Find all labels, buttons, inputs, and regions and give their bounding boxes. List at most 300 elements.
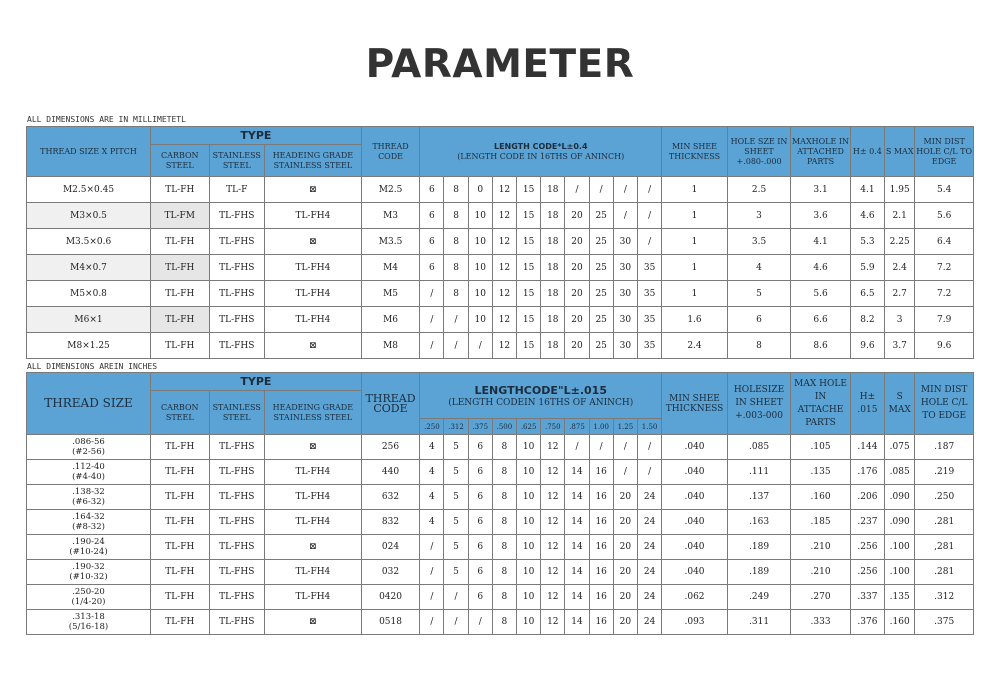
carbon-steel-cell: TL-FM xyxy=(151,203,209,229)
length-code-cell: / xyxy=(637,203,661,229)
thread-size-number: (#10-32) xyxy=(69,572,108,582)
thread-size-cell: M5×0.8 xyxy=(27,281,151,307)
min-sheet-cell: 1 xyxy=(662,281,728,307)
min-dist-cell: .312 xyxy=(915,585,974,610)
hole-size-cell: .137 xyxy=(727,485,791,510)
table-row xyxy=(27,585,974,610)
h-cell: .144 xyxy=(850,435,884,460)
length-code-cell: 12 xyxy=(541,535,565,560)
length-code-cell: / xyxy=(420,333,444,359)
s-max-cell: .100 xyxy=(885,535,915,560)
length-code-cell: 8 xyxy=(492,510,516,535)
s-max-cell: .090 xyxy=(885,485,915,510)
thread-size-decimal: .086-56 xyxy=(72,437,105,447)
h-cell: 4.1 xyxy=(850,177,884,203)
table-row xyxy=(27,560,974,585)
length-code-cell: 20 xyxy=(613,585,637,610)
thread-size-number: (#10-24) xyxy=(69,547,108,557)
hole-size-cell: 8 xyxy=(727,333,791,359)
heading-grade-cell: ⊠ xyxy=(264,177,361,203)
length-code-cell: 12 xyxy=(541,485,565,510)
length-code-cell: 18 xyxy=(541,307,565,333)
length-code-cell: / xyxy=(613,203,637,229)
length-code-cell: 5 xyxy=(444,435,468,460)
length-code-cell: / xyxy=(420,585,444,610)
hole-size-cell: .189 xyxy=(727,560,791,585)
s-max-cell: 3.7 xyxy=(885,333,915,359)
max-hole-cell: .333 xyxy=(791,610,850,635)
table-row xyxy=(27,229,974,255)
length-code-cell: / xyxy=(637,460,661,485)
length-code-cell: / xyxy=(637,435,661,460)
hole-size-cell: .111 xyxy=(727,460,791,485)
inch-units-note: ALL DIMENSIONS AREIN INCHES xyxy=(27,362,158,371)
length-code-cell: 25 xyxy=(589,229,613,255)
length-code-cell: 8 xyxy=(444,177,468,203)
h-cell: .206 xyxy=(850,485,884,510)
length-code-cell: 15 xyxy=(517,177,541,203)
stainless-steel-cell: TL-FHS xyxy=(209,585,264,610)
length-size-header: .312 xyxy=(444,419,468,435)
stainless-steel-cell: TL-FHS xyxy=(209,307,264,333)
length-code-cell: 12 xyxy=(492,229,516,255)
max-hole-cell: 4.6 xyxy=(791,255,850,281)
length-code-cell: 14 xyxy=(565,460,589,485)
hole-size-cell: .189 xyxy=(727,535,791,560)
col-hole-size: HOLE SZE IN SHEET +.080-.000 xyxy=(727,127,791,177)
length-code-cell: 16 xyxy=(589,560,613,585)
heading-grade-cell: TL-FH4 xyxy=(264,281,361,307)
carbon-steel-cell: TL-FH xyxy=(151,333,209,359)
col-min-dist: MIN DIST HOLE C/L TO EDGE xyxy=(915,127,974,177)
thread-size-cell xyxy=(27,535,151,560)
min-dist-cell: .250 xyxy=(915,485,974,510)
length-code-cell: 15 xyxy=(517,281,541,307)
length-code-cell: 12 xyxy=(541,460,565,485)
length-code-cell: 6 xyxy=(468,560,492,585)
length-size-header: .625 xyxy=(517,419,541,435)
min-sheet-cell: .040 xyxy=(662,435,728,460)
length-code-cell: 10 xyxy=(517,585,541,610)
h-cell: .237 xyxy=(850,510,884,535)
thread-code-cell: M8 xyxy=(361,333,419,359)
min-sheet-cell: 1 xyxy=(662,203,728,229)
length-code-cell: 30 xyxy=(613,307,637,333)
table-row xyxy=(27,510,974,535)
length-code-cell: 16 xyxy=(589,485,613,510)
thread-size-number: (5/16-18) xyxy=(68,622,109,632)
min-sheet-cell: .040 xyxy=(662,560,728,585)
length-code-cell: 6 xyxy=(420,203,444,229)
length-code-cell: 16 xyxy=(589,460,613,485)
length-code-cell: / xyxy=(637,177,661,203)
length-code-cell: 12 xyxy=(492,281,516,307)
thread-size-cell: M3.5×0.6 xyxy=(27,229,151,255)
length-code-cell: 30 xyxy=(613,333,637,359)
thread-size-cell: M2.5×0.45 xyxy=(27,177,151,203)
heading-grade-cell: TL-FH4 xyxy=(264,510,361,535)
length-size-header: .750 xyxy=(541,419,565,435)
length-code-cell: 12 xyxy=(492,333,516,359)
length-code-cell: 6 xyxy=(468,485,492,510)
metric-units-note: ALL DIMENSIONS ARE IN MILLIMETETL xyxy=(27,115,186,124)
thread-code-cell: M2.5 xyxy=(361,177,419,203)
length-code-cell: 20 xyxy=(565,229,589,255)
length-code-cell: 10 xyxy=(468,229,492,255)
min-dist-cell: .281 xyxy=(915,510,974,535)
min-dist-cell: .375 xyxy=(915,610,974,635)
length-code-cell: 20 xyxy=(565,203,589,229)
length-code-cell: 15 xyxy=(517,203,541,229)
max-hole-cell: .185 xyxy=(791,510,850,535)
length-code-cell: 24 xyxy=(637,535,661,560)
length-size-header: 1.50 xyxy=(637,419,661,435)
thread-code-cell: M3 xyxy=(361,203,419,229)
length-code-cell: 10 xyxy=(517,510,541,535)
carbon-steel-cell: TL-FH xyxy=(151,281,209,307)
stainless-steel-cell: TL-FHS xyxy=(209,510,264,535)
thread-size-cell xyxy=(27,435,151,460)
col-max-hole: MAXHOLE IN ATTACHED PARTS xyxy=(791,127,850,177)
carbon-steel-cell: TL-FH xyxy=(151,485,209,510)
min-sheet-cell: .062 xyxy=(662,585,728,610)
length-code-cell: 25 xyxy=(589,255,613,281)
h-cell: 9.6 xyxy=(850,333,884,359)
hole-size-cell: 4 xyxy=(727,255,791,281)
thread-size-cell xyxy=(27,510,151,535)
length-code-cell: 16 xyxy=(589,510,613,535)
length-code-cell: 14 xyxy=(565,510,589,535)
length-size-header: .500 xyxy=(492,419,516,435)
thread-code-cell: M3.5 xyxy=(361,229,419,255)
length-code-cell: 30 xyxy=(613,281,637,307)
col-h: H± .015 xyxy=(850,373,884,435)
table-row xyxy=(27,333,974,359)
thread-size-cell xyxy=(27,460,151,485)
length-code-cell: 20 xyxy=(613,510,637,535)
s-max-cell: .075 xyxy=(885,435,915,460)
col-stainless-steel: STAINLESS STEEL xyxy=(209,391,264,435)
thread-size-cell: M4×0.7 xyxy=(27,255,151,281)
h-cell: 5.9 xyxy=(850,255,884,281)
col-h: H± 0.4 xyxy=(850,127,884,177)
length-code-cell: 6 xyxy=(468,435,492,460)
length-code-cell: 15 xyxy=(517,333,541,359)
min-sheet-cell: .093 xyxy=(662,610,728,635)
length-code-subtitle: (LENGTH CODE IN 16THS OF ANINCH) xyxy=(457,151,625,161)
carbon-steel-cell: TL-FH xyxy=(151,177,209,203)
carbon-steel-cell: TL-FH xyxy=(151,535,209,560)
thread-code-cell: 832 xyxy=(361,510,419,535)
thread-size-decimal: .190-24 xyxy=(72,537,105,547)
length-code-cell: / xyxy=(420,281,444,307)
thread-code-cell: M5 xyxy=(361,281,419,307)
carbon-steel-cell: TL-FH xyxy=(151,307,209,333)
min-dist-cell: .219 xyxy=(915,460,974,485)
min-sheet-cell: .040 xyxy=(662,535,728,560)
col-thread-code: THREAD CODE xyxy=(361,373,419,435)
length-code-cell: 6 xyxy=(468,510,492,535)
carbon-steel-cell: TL-FH xyxy=(151,229,209,255)
s-max-cell: 2.1 xyxy=(885,203,915,229)
length-code-title: LENGTH CODE*L±0.4 xyxy=(493,141,588,151)
length-code-cell: 8 xyxy=(492,560,516,585)
thread-size-number: (1/4-20) xyxy=(71,597,106,607)
length-code-cell: 12 xyxy=(541,435,565,460)
thread-code-cell: M4 xyxy=(361,255,419,281)
col-s-max: S MAX xyxy=(885,127,915,177)
col-thread-size: THREAD SIZE xyxy=(27,373,151,435)
col-min-sheet: MIN SHEE THICKNESS xyxy=(662,127,728,177)
table-row xyxy=(27,177,974,203)
table-row xyxy=(27,460,974,485)
stainless-steel-cell: TL-FHS xyxy=(209,460,264,485)
length-code-cell: 8 xyxy=(492,460,516,485)
table-row xyxy=(27,610,974,635)
stainless-steel-cell: TL-FHS xyxy=(209,229,264,255)
length-code-cell: / xyxy=(444,307,468,333)
max-hole-cell: .135 xyxy=(791,460,850,485)
length-size-header: 1.25 xyxy=(613,419,637,435)
length-code-cell: 12 xyxy=(541,610,565,635)
thread-code-cell: 632 xyxy=(361,485,419,510)
table-row xyxy=(27,485,974,510)
min-dist-cell: 5.4 xyxy=(915,177,974,203)
length-code-cell: / xyxy=(420,307,444,333)
hole-size-cell: 3 xyxy=(727,203,791,229)
length-code-cell: 20 xyxy=(565,307,589,333)
thread-size-number: (#8-32) xyxy=(72,522,105,532)
length-code-cell: 12 xyxy=(541,510,565,535)
length-code-cell: 25 xyxy=(589,281,613,307)
thread-size-number: (#4-40) xyxy=(72,472,105,482)
length-code-cell: 14 xyxy=(565,485,589,510)
length-code-cell: 18 xyxy=(541,281,565,307)
page-title: PARAMETER xyxy=(365,42,635,87)
length-code-cell: 14 xyxy=(565,585,589,610)
length-code-cell: 4 xyxy=(420,435,444,460)
length-code-cell: 4 xyxy=(420,485,444,510)
heading-grade-cell: ⊠ xyxy=(264,229,361,255)
hole-size-cell: 2.5 xyxy=(727,177,791,203)
length-code-cell: 18 xyxy=(541,229,565,255)
length-code-cell: 20 xyxy=(565,333,589,359)
length-code-cell: 6 xyxy=(420,255,444,281)
length-code-cell: 8 xyxy=(492,485,516,510)
length-code-cell: / xyxy=(589,177,613,203)
min-sheet-cell: .040 xyxy=(662,485,728,510)
length-code-cell: 12 xyxy=(492,255,516,281)
length-code-cell: / xyxy=(468,333,492,359)
heading-grade-cell: TL-FH4 xyxy=(264,203,361,229)
thread-size-cell: M8×1.25 xyxy=(27,333,151,359)
heading-grade-cell: ⊠ xyxy=(264,333,361,359)
length-code-cell: 25 xyxy=(589,203,613,229)
length-code-cell: 24 xyxy=(637,585,661,610)
s-max-cell: 1.95 xyxy=(885,177,915,203)
length-code-cell: / xyxy=(613,177,637,203)
carbon-steel-cell: TL-FH xyxy=(151,255,209,281)
hole-size-cell: .311 xyxy=(727,610,791,635)
length-code-cell: 20 xyxy=(565,281,589,307)
stainless-steel-cell: TL-FHS xyxy=(209,255,264,281)
col-type: TYPE xyxy=(151,373,362,391)
length-code-cell: 10 xyxy=(517,535,541,560)
h-cell: 4.6 xyxy=(850,203,884,229)
table-row xyxy=(27,307,974,333)
hole-size-cell: .249 xyxy=(727,585,791,610)
carbon-steel-cell: TL-FH xyxy=(151,610,209,635)
length-code-cell: 6 xyxy=(420,229,444,255)
length-code-cell: / xyxy=(589,435,613,460)
col-thread-size: THREAD SIZE X PITCH xyxy=(27,127,151,177)
thread-code-cell: 032 xyxy=(361,560,419,585)
thread-size-decimal: .112-40 xyxy=(72,462,105,472)
max-hole-cell: .270 xyxy=(791,585,850,610)
length-code-cell: / xyxy=(444,610,468,635)
thread-code-cell: 440 xyxy=(361,460,419,485)
length-code-cell: 15 xyxy=(517,255,541,281)
max-hole-cell: 5.6 xyxy=(791,281,850,307)
col-type: TYPE xyxy=(151,127,362,145)
length-code-cell: 8 xyxy=(444,229,468,255)
length-code-cell: / xyxy=(444,333,468,359)
min-sheet-cell: 1.6 xyxy=(662,307,728,333)
length-code-cell: 4 xyxy=(420,460,444,485)
table-row xyxy=(27,435,974,460)
length-code-cell: 16 xyxy=(589,610,613,635)
length-code-cell: 5 xyxy=(444,560,468,585)
length-code-cell: 16 xyxy=(589,585,613,610)
length-code-cell: 6 xyxy=(468,460,492,485)
thread-size-number: (#6-32) xyxy=(72,497,105,507)
s-max-cell: 2.4 xyxy=(885,255,915,281)
col-s-max: S MAX xyxy=(885,373,915,435)
min-sheet-cell: 1 xyxy=(662,177,728,203)
inch-spec-table xyxy=(26,372,974,635)
length-code-cell: 10 xyxy=(468,307,492,333)
h-cell: 5.3 xyxy=(850,229,884,255)
heading-grade-cell: ⊠ xyxy=(264,610,361,635)
length-code-cell: 35 xyxy=(637,333,661,359)
hole-size-cell: 5 xyxy=(727,281,791,307)
length-code-cell: 8 xyxy=(492,610,516,635)
stainless-steel-cell: TL-FHS xyxy=(209,560,264,585)
length-code-cell: 14 xyxy=(565,610,589,635)
length-code-cell: / xyxy=(420,610,444,635)
s-max-cell: 3 xyxy=(885,307,915,333)
length-code-subtitle: (LENGTH CODEIN 16THS OF ANINCH) xyxy=(448,397,634,408)
stainless-steel-cell: TL-FHS xyxy=(209,535,264,560)
col-carbon-steel: CARBON STEEL xyxy=(151,391,209,435)
s-max-cell: .100 xyxy=(885,560,915,585)
min-dist-cell: .187 xyxy=(915,435,974,460)
hole-size-cell: 6 xyxy=(727,307,791,333)
thread-size-decimal: .138-32 xyxy=(72,487,105,497)
heading-grade-cell: TL-FH4 xyxy=(264,585,361,610)
length-code-cell: 10 xyxy=(468,281,492,307)
length-code-cell: 10 xyxy=(517,435,541,460)
thread-size-decimal: .313-18 xyxy=(72,612,105,622)
thread-size-decimal: .250-20 xyxy=(72,587,105,597)
stainless-steel-cell: TL-FHS xyxy=(209,435,264,460)
carbon-steel-cell: TL-FH xyxy=(151,510,209,535)
length-size-header: .875 xyxy=(565,419,589,435)
length-code-cell: 12 xyxy=(492,307,516,333)
min-dist-cell: 5.6 xyxy=(915,203,974,229)
length-code-cell: / xyxy=(613,460,637,485)
s-max-cell: .085 xyxy=(885,460,915,485)
col-heading-grade: HEADEING GRADE STAINLESS STEEL xyxy=(264,145,361,177)
h-cell: .256 xyxy=(850,560,884,585)
hole-size-cell: 3.5 xyxy=(727,229,791,255)
length-code-cell: 25 xyxy=(589,333,613,359)
carbon-steel-cell: TL-FH xyxy=(151,435,209,460)
length-code-cell: 8 xyxy=(492,435,516,460)
stainless-steel-cell: TL-FHS xyxy=(209,281,264,307)
length-size-header: .375 xyxy=(468,419,492,435)
heading-grade-cell: ⊠ xyxy=(264,435,361,460)
table-row xyxy=(27,255,974,281)
length-code-cell: 10 xyxy=(468,255,492,281)
stainless-steel-cell: TL-FHS xyxy=(209,333,264,359)
length-code-cell: 10 xyxy=(517,610,541,635)
length-code-cell: 20 xyxy=(613,535,637,560)
max-hole-cell: .105 xyxy=(791,435,850,460)
length-code-cell: 15 xyxy=(517,229,541,255)
length-code-cell: 5 xyxy=(444,485,468,510)
s-max-cell: 2.7 xyxy=(885,281,915,307)
length-code-cell: 20 xyxy=(613,560,637,585)
thread-code-cell: M6 xyxy=(361,307,419,333)
heading-grade-cell: ⊠ xyxy=(264,535,361,560)
length-code-cell: 10 xyxy=(517,560,541,585)
h-cell: 8.2 xyxy=(850,307,884,333)
length-code-cell: 14 xyxy=(565,535,589,560)
length-code-cell: / xyxy=(565,177,589,203)
length-code-cell: / xyxy=(444,585,468,610)
h-cell: 6.5 xyxy=(850,281,884,307)
min-sheet-cell: .040 xyxy=(662,460,728,485)
length-code-cell: 16 xyxy=(589,535,613,560)
heading-grade-cell: TL-FH4 xyxy=(264,255,361,281)
min-dist-cell: 6.4 xyxy=(915,229,974,255)
thread-size-decimal: .164-32 xyxy=(72,512,105,522)
length-code-cell: 5 xyxy=(444,460,468,485)
col-max-hole: MAX HOLE IN ATTACHE PARTS xyxy=(791,373,850,435)
length-code-cell: 20 xyxy=(613,485,637,510)
length-code-cell: 10 xyxy=(517,460,541,485)
thread-code-cell: 0518 xyxy=(361,610,419,635)
max-hole-cell: 4.1 xyxy=(791,229,850,255)
min-dist-cell: ,281 xyxy=(915,535,974,560)
length-code-cell: 35 xyxy=(637,281,661,307)
length-code-cell: 24 xyxy=(637,485,661,510)
length-code-cell: 5 xyxy=(444,535,468,560)
length-code-cell: 20 xyxy=(565,255,589,281)
length-code-cell: 18 xyxy=(541,255,565,281)
length-size-header: .250 xyxy=(420,419,444,435)
heading-grade-cell: TL-FH4 xyxy=(264,485,361,510)
carbon-steel-cell: TL-FH xyxy=(151,560,209,585)
length-code-cell: 8 xyxy=(444,255,468,281)
thread-size-cell xyxy=(27,485,151,510)
length-code-cell: 24 xyxy=(637,610,661,635)
col-length-code xyxy=(420,127,662,177)
col-min-dist: MIN DIST HOLE C/L TO EDGE xyxy=(915,373,974,435)
thread-code-cell: 024 xyxy=(361,535,419,560)
length-size-header: 1.00 xyxy=(589,419,613,435)
